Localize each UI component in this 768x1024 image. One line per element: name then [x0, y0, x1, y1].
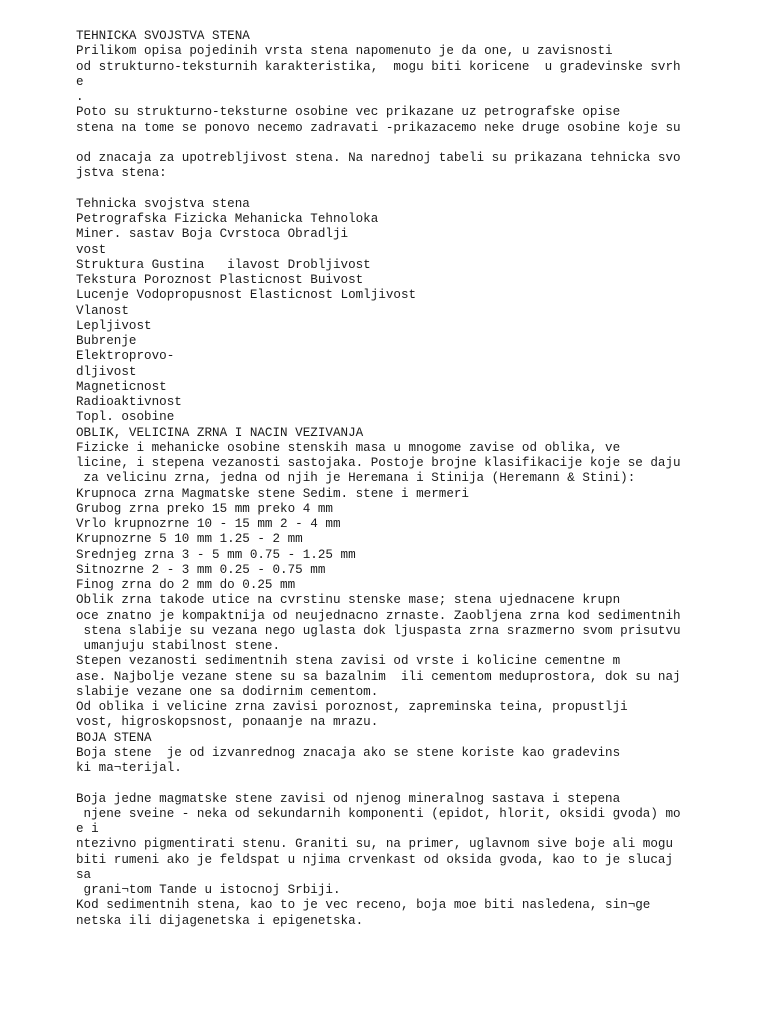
- text-line: Boja jedne magmatske stene zavisi od njenog mineralnog sastava i stepena: [76, 791, 621, 806]
- text-line: Fizicke i mehanicke osobine stenskih masa u mnogome zavise od oblika, ve: [76, 440, 621, 455]
- text-line: .: [76, 90, 84, 104]
- text-line: Finog zrna do 2 mm do 0.25 mm: [76, 578, 296, 592]
- text-line: Miner. sastav Boja Cvrstoca Obradlji: [76, 227, 349, 242]
- text-line: Stepen vezanosti sedimentnih stena zavisi od vrste i kolicine cementne m: [76, 654, 621, 669]
- text-line: sa: [76, 867, 92, 882]
- text-line: za velicinu zrna, jedna od njih je Heremana i Stinija (Heremann & Stini):: [76, 471, 636, 486]
- text-line: TEHNICKA SVOJSTVA STENA: [76, 29, 250, 43]
- text-line: Radioaktivnost: [76, 395, 182, 409]
- text-line: stena slabije su vezana nego uglasta dok ljuspasta zrna srazmerno svom prisutvu: [76, 623, 681, 638]
- text-line: Magneticnost: [76, 379, 167, 394]
- text-line: e i: [76, 822, 99, 836]
- text-line: Elektroprovo-: [76, 349, 175, 364]
- blank-line: [76, 182, 756, 197]
- text-line: Srednjeg zrna 3 - 5 mm 0.75 - 1.25 mm: [76, 547, 356, 562]
- text-line: grani¬tom Tande u istocnoj Srbiji.: [76, 883, 341, 897]
- text-line: e: [76, 74, 84, 89]
- document-body: [76, 29, 756, 929]
- text-line: njene sveine - neka od sekundarnih komponenti (epidot, hlorit, oksidi gvoda) mo: [76, 806, 681, 821]
- blank-line: [76, 136, 756, 151]
- text-line: Vrlo krupnozrne 10 - 15 mm 2 - 4 mm: [76, 517, 341, 531]
- text-line: Tehnicka svojstva stena: [76, 196, 250, 211]
- text-line: Topl. osobine: [76, 410, 175, 425]
- text-line: Bubrenje: [76, 334, 137, 348]
- text-line: stena na tome se ponovo necemo zadravati -prikazacemo neke druge osobine koje su: [76, 120, 681, 135]
- text-line: od znacaja za upotrebljivost stena. Na narednoj tabeli su prikazana tehnicka svo: [76, 151, 681, 165]
- text-line: jstva stena:: [76, 166, 167, 181]
- text-line: od strukturno-teksturnih karakteristika, mogu biti koricene u gradevinske svrh: [76, 59, 681, 74]
- blank-line: [76, 776, 756, 791]
- text-line: ki ma¬terijal.: [76, 761, 182, 775]
- text-line: Tekstura Poroznost Plasticnost Buivost: [76, 273, 364, 287]
- text-line: licine, i stepena vezanosti sastojaka. Postoje brojne klasifikacije koje se daju: [76, 456, 681, 470]
- text-line: oce znatno je kompaktnija od neujednacno zrnaste. Zaobljena zrna kod sedimentnih: [76, 608, 681, 623]
- text-line: ntezivno pigmentirati stenu. Graniti su, na primer, uglavnom sive boje ali mogu: [76, 837, 674, 852]
- text-line: Lepljivost: [76, 318, 152, 333]
- text-line: slabije vezane one sa dodirnim cementom.: [76, 684, 379, 699]
- text-line: BOJA STENA: [76, 730, 152, 745]
- text-line: Od oblika i velicine zrna zavisi poroznost, zapreminska teina, propustlji: [76, 700, 628, 714]
- text-line: netska ili dijagenetska i epigenetska.: [76, 913, 364, 928]
- text-line: vost: [76, 242, 107, 257]
- text-line: Oblik zrna takode utice na cvrstinu stenske mase; stena ujednacene krupn: [76, 593, 621, 608]
- text-line: Struktura Gustina ilavost Drobljivost: [76, 257, 371, 272]
- text-line: Krupnoca zrna Magmatske stene Sedim. stene i mermeri: [76, 486, 469, 501]
- text-line: Kod sedimentnih stena, kao to je vec receno, boja moe biti nasledena, sin¬ge: [76, 898, 651, 913]
- text-line: Petrografska Fizicka Mehanicka Tehnoloka: [76, 212, 379, 226]
- text-line: vost, higroskopsnost, ponaanje na mrazu.: [76, 715, 379, 730]
- text-line: Prilikom opisa pojedinih vrsta stena napomenuto je da one, u zavisnosti: [76, 44, 613, 59]
- text-line: Lucenje Vodopropusnost Elasticnost Lomljivost: [76, 288, 417, 303]
- text-line: Sitnozrne 2 - 3 mm 0.25 - 0.75 mm: [76, 562, 326, 577]
- text-line: ase. Najbolje vezane stene su sa bazalnim ili cementom meduprostora, dok su naj: [76, 669, 681, 684]
- text-line: Boja stene je od izvanrednog znacaja ako se stene koriste kao gradevins: [76, 745, 621, 760]
- text-line: OBLIK, VELICINA ZRNA I NACIN VEZIVANJA: [76, 425, 364, 440]
- text-line: Grubog zrna preko 15 mm preko 4 mm: [76, 501, 333, 516]
- text-line: Poto su strukturno-teksturne osobine vec prikazane uz petrografske opise: [76, 105, 621, 120]
- text-line: umanjuju stabilnost stene.: [76, 639, 281, 653]
- text-line: Krupnozrne 5 10 mm 1.25 - 2 mm: [76, 532, 303, 547]
- text-line: dljivost: [76, 364, 137, 379]
- text-line: biti rumeni ako je feldspat u njima crvenkast od oksida gvoda, kao to je slucaj: [76, 852, 674, 867]
- text-line: Vlanost: [76, 303, 129, 318]
